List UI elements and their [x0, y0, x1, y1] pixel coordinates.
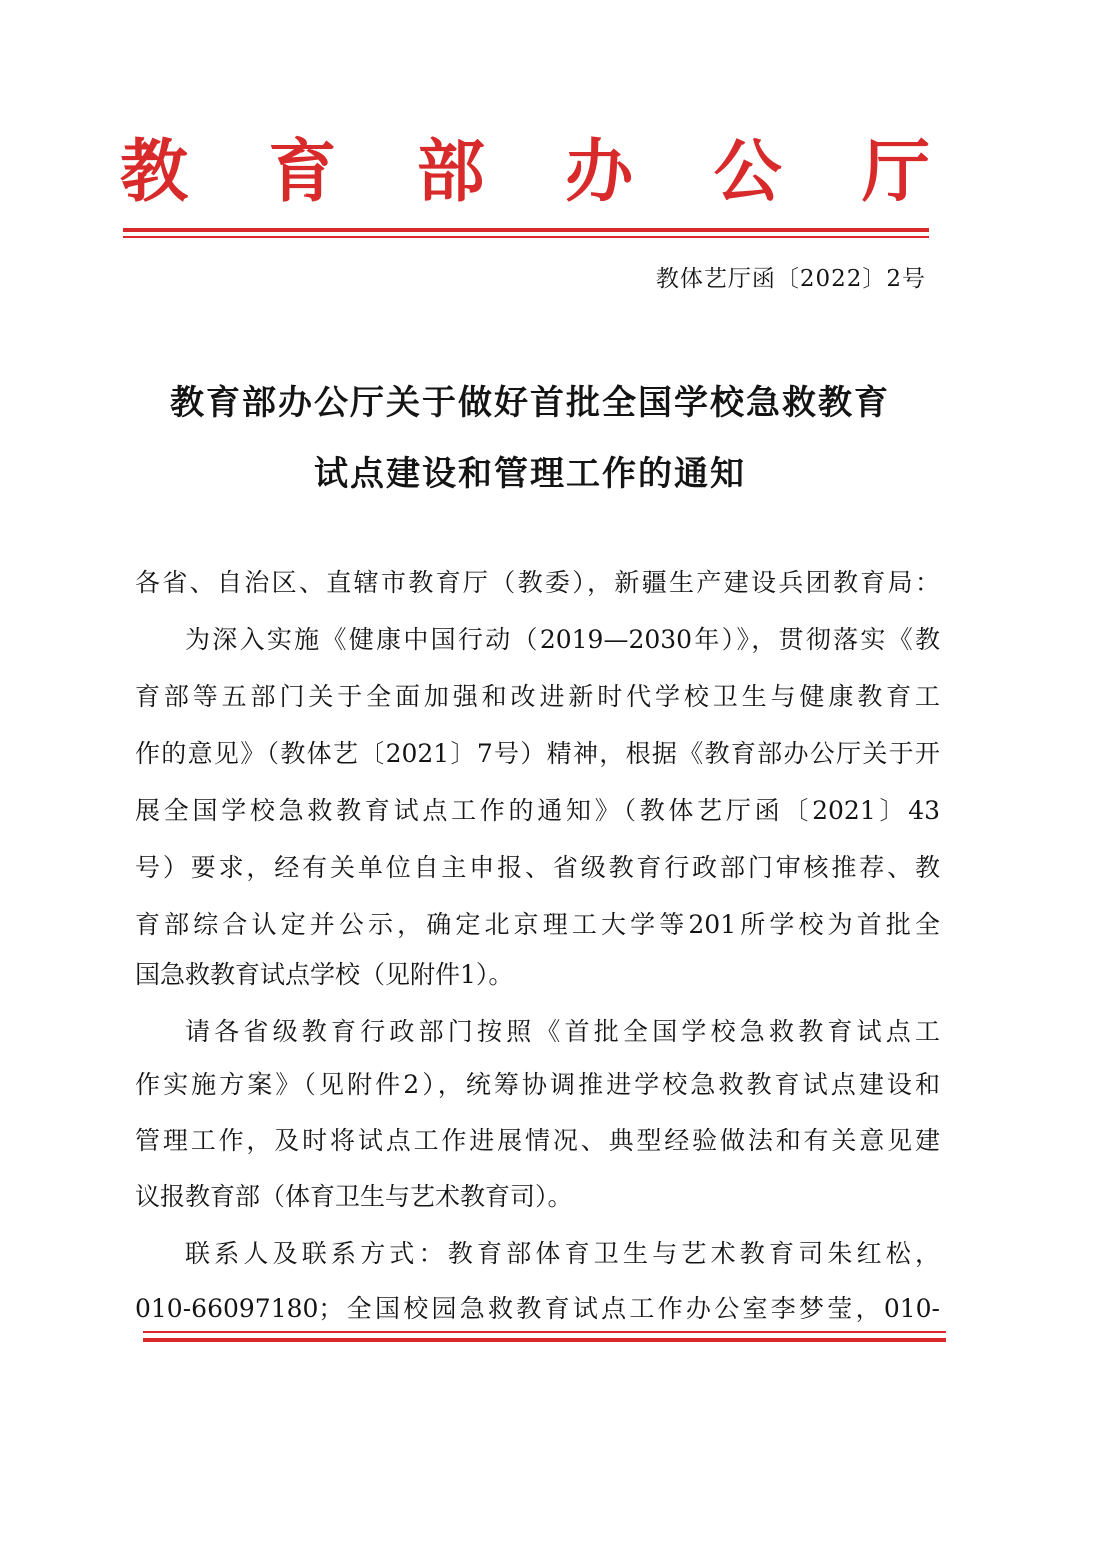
issuing-office-header [120, 128, 930, 218]
document-number: 教体艺厅函〔2022〕2号 [655, 266, 926, 292]
document-title-line-1: 教育部办公厅关于做好首批全国学校急救教育 [170, 383, 890, 423]
paragraph-1-line: 育部综合认定并公示，确定北京理工大学等201所学校为首批全 [135, 910, 940, 939]
paragraph-3-line: 010-66097180；全国校园急救教育试点工作办公室李梦莹，010- [135, 1294, 940, 1323]
header-divider-thick [123, 228, 929, 232]
header-char: 办 [565, 133, 634, 212]
paragraph-3-line: 联系人及联系方式：教育部体育卫生与艺术教育司朱红松， [185, 1239, 940, 1268]
header-char: 育 [268, 133, 337, 212]
paragraph-1-line: 作的意见》（教体艺〔2021〕7号）精神，根据《教育部办公厅关于开 [135, 739, 940, 768]
paragraph-1-line: 育部等五部门关于全面加强和改进新时代学校卫生与健康教育工 [135, 682, 940, 711]
paragraph-1-line: 展全国学校急救教育试点工作的通知》（教体艺厅函〔2021〕43 [135, 796, 940, 825]
paragraph-1-line: 号）要求，经有关单位自主申报、省级教育行政部门审核推荐、教 [135, 853, 940, 882]
footer-divider-thick [143, 1338, 946, 1342]
paragraph-2-line: 请各省级教育行政部门按照《首批全国学校急救教育试点工 [185, 1017, 940, 1046]
paragraph-1-line: 国急救教育试点学校（见附件1）。 [135, 960, 514, 989]
header-char: 部 [416, 133, 485, 212]
header-char: 教 [120, 133, 189, 212]
header-char: 厅 [861, 133, 930, 212]
paragraph-2-line: 作实施方案》（见附件2），统筹协调推进学校急救教育试点建设和 [135, 1070, 940, 1099]
paragraph-2-line: 议报教育部（体育卫生与艺术教育司）。 [135, 1182, 573, 1211]
paragraph-1-line: 为深入实施《健康中国行动（2019—2030年）》，贯彻落实《教 [185, 625, 940, 654]
header-divider-thin [123, 236, 929, 238]
document-title-line-2: 试点建设和管理工作的通知 [314, 454, 746, 494]
salutation: 各省、自治区、直辖市教育厅（教委），新疆生产建设兵团教育局： [135, 568, 940, 597]
footer-divider-thin [143, 1331, 946, 1333]
header-char: 公 [713, 133, 782, 212]
paragraph-2-line: 管理工作，及时将试点工作进展情况、典型经验做法和有关意见建 [135, 1126, 940, 1155]
